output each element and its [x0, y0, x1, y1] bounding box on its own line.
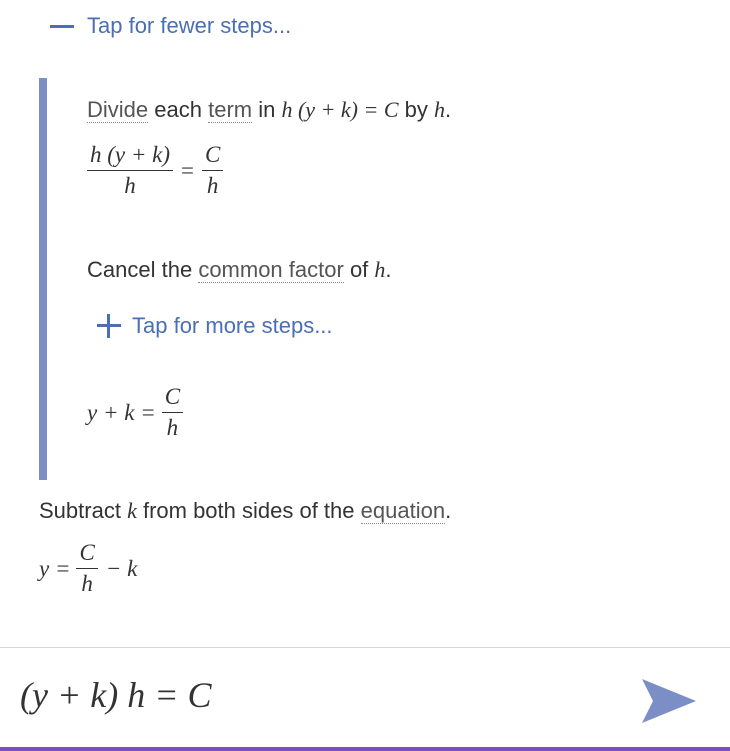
input-focus-border [0, 747, 730, 751]
term-link[interactable]: term [208, 97, 253, 122]
fraction-lhs: $\frac{h (y + k)}{h}$ [87, 142, 173, 199]
fewer-steps-label: Tap for fewer steps... [87, 13, 292, 38]
step1-equation: $\frac{h (y + k)}{h}$ = $\frac{C}{h}$ [87, 142, 223, 199]
step2-text: Cancel the common factor of h. [87, 257, 392, 282]
expression-input[interactable] [0, 648, 730, 748]
step3-equation: y = $\frac{C}{h}$ − k [39, 540, 138, 596]
step3-text: Subtract k from both sides of the equation. [39, 498, 452, 523]
equation-link[interactable]: equation [360, 498, 446, 523]
more-steps-toggle[interactable] [97, 312, 333, 340]
fraction-rhs: $\frac{C}{h}$ [202, 142, 223, 199]
substeps-bar [39, 78, 47, 480]
send-button[interactable] [640, 676, 698, 726]
more-steps-label: Tap for more steps... [132, 313, 333, 338]
step1-expression: h (y + k) = C [281, 97, 399, 122]
step1-text: Divide each term in h (y + k) = C by h. [87, 97, 452, 122]
plus-icon [97, 314, 121, 338]
fraction-c-over-h-final: $\frac{C}{h}$ [76, 540, 97, 597]
minus-icon [50, 25, 74, 28]
fewer-steps-toggle[interactable] [50, 12, 291, 40]
divide-link[interactable]: Divide [87, 97, 149, 122]
input-expression: (y + k) h = C [20, 675, 212, 715]
common-factor-link[interactable]: common factor [198, 257, 344, 282]
fraction-c-over-h: $\frac{C}{h}$ [162, 384, 183, 441]
step2-equation: y + k = $\frac{C}{h}$ [87, 384, 183, 441]
send-icon [640, 676, 698, 726]
